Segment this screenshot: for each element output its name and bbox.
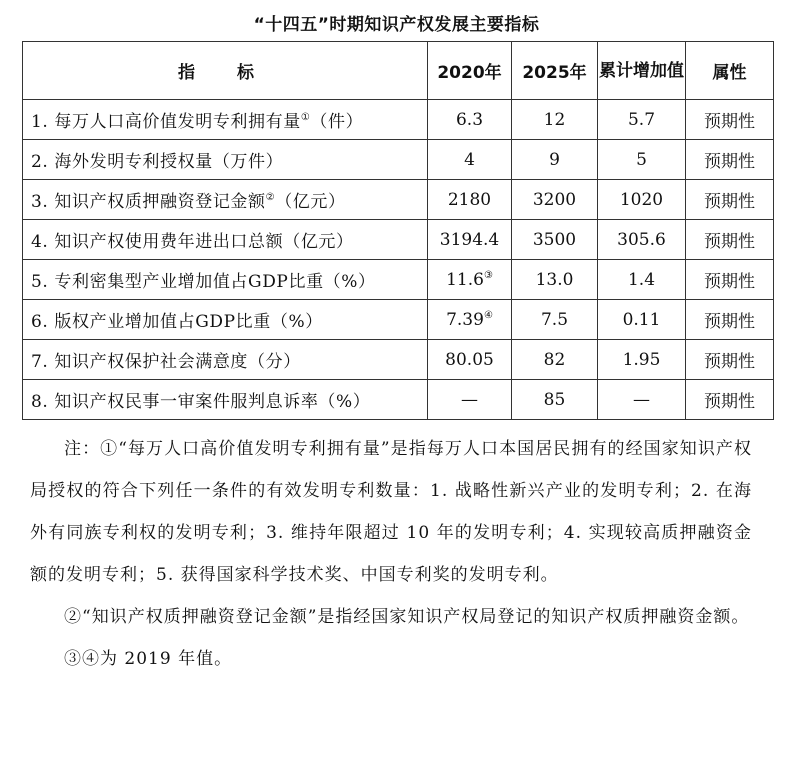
table-row [23,180,774,220]
value-2020: 4 [428,140,512,180]
value-increment: 1020 [598,180,686,220]
value-attribute: 预期性 [686,180,774,220]
value-attribute: 预期性 [686,140,774,180]
value-2025: 82 [512,340,598,380]
table-row [23,100,774,140]
header-2020: 2020年 [428,42,512,100]
indicator-name: 6. 版权产业增加值占GDP比重（%） [23,300,428,340]
header-increment: 累计增加值 [598,42,686,100]
value-2020: 3194.4 [428,220,512,260]
value-attribute: 预期性 [686,300,774,340]
table-row [23,220,774,260]
footnote-mark: ③ [483,269,493,281]
value-increment: 1.4 [598,260,686,300]
footnote-mark: ① [300,112,311,123]
indicator-name: 2. 海外发明专利授权量（万件） [23,140,428,180]
indicator-name: 8. 知识产权民事一审案件服判息诉率（%） [23,380,428,420]
footnote-mark: ④ [483,309,493,321]
value-2020: 80.05 [428,340,512,380]
value-attribute: 预期性 [686,380,774,420]
value-increment: 5 [598,140,686,180]
value-2020: 7.39④ [428,300,512,340]
indicators-table [22,41,774,420]
value-increment: 0.11 [598,300,686,340]
value-attribute: 预期性 [686,340,774,380]
value-2025: 12 [512,100,598,140]
value-increment: 305.6 [598,220,686,260]
footnotes [30,428,752,680]
value-2025: 85 [512,380,598,420]
indicator-name: 7. 知识产权保护社会满意度（分） [23,340,428,380]
header-attribute: 属性 [686,42,774,100]
table-row [23,260,774,300]
value-2025: 7.5 [512,300,598,340]
value-2025: 9 [512,140,598,180]
indicator-name: 1. 每万人口高价值发明专利拥有量①（件） [23,100,428,140]
value-2020: 2180 [428,180,512,220]
table-row [23,140,774,180]
footnote-3: ③④为 2019 年值。 [64,649,233,669]
value-2025: 13.0 [512,260,598,300]
header-indicator: 指 标 [23,42,428,100]
value-attribute: 预期性 [686,220,774,260]
header-2025: 2025年 [512,42,598,100]
table-row [23,380,774,420]
table-row [23,340,774,380]
value-increment: 1.95 [598,340,686,380]
value-2025: 3200 [512,180,598,220]
value-increment: 5.7 [598,100,686,140]
value-attribute: 预期性 [686,260,774,300]
indicator-name: 3. 知识产权质押融资登记金额②（亿元） [23,180,428,220]
value-2020: — [428,380,512,420]
footnote-2: ②“知识产权质押融资登记金额”是指经国家知识产权局登记的知识产权质押融资金额。 [64,607,750,627]
table-title: “十四五”时期知识产权发展主要指标 [253,15,540,35]
value-2025: 3500 [512,220,598,260]
value-2020: 6.3 [428,100,512,140]
indicator-name: 4. 知识产权使用费年进出口总额（亿元） [23,220,428,260]
value-2020: 11.6③ [428,260,512,300]
value-attribute: 预期性 [686,100,774,140]
header-row [23,42,774,100]
table-row [23,300,774,340]
footnote-mark: ② [265,192,276,203]
footnote-1: 注：①“每万人口高价值发明专利拥有量”是指每万人口本国居民拥有的经国家知识产权局授权的符合下列任一条件的有效发明专利数量：1. 战略性新兴产业的发明专利；2. 在海外有同族专利权的发明专利；3. 维持年限超过 10 年的发明专利；4. 实现较高质押融资金额的发明专利；5. 获得国家科学技术奖、中国专利奖的发明专利。 [30,439,752,585]
indicator-name: 5. 专利密集型产业增加值占GDP比重（%） [23,260,428,300]
value-increment: — [598,380,686,420]
